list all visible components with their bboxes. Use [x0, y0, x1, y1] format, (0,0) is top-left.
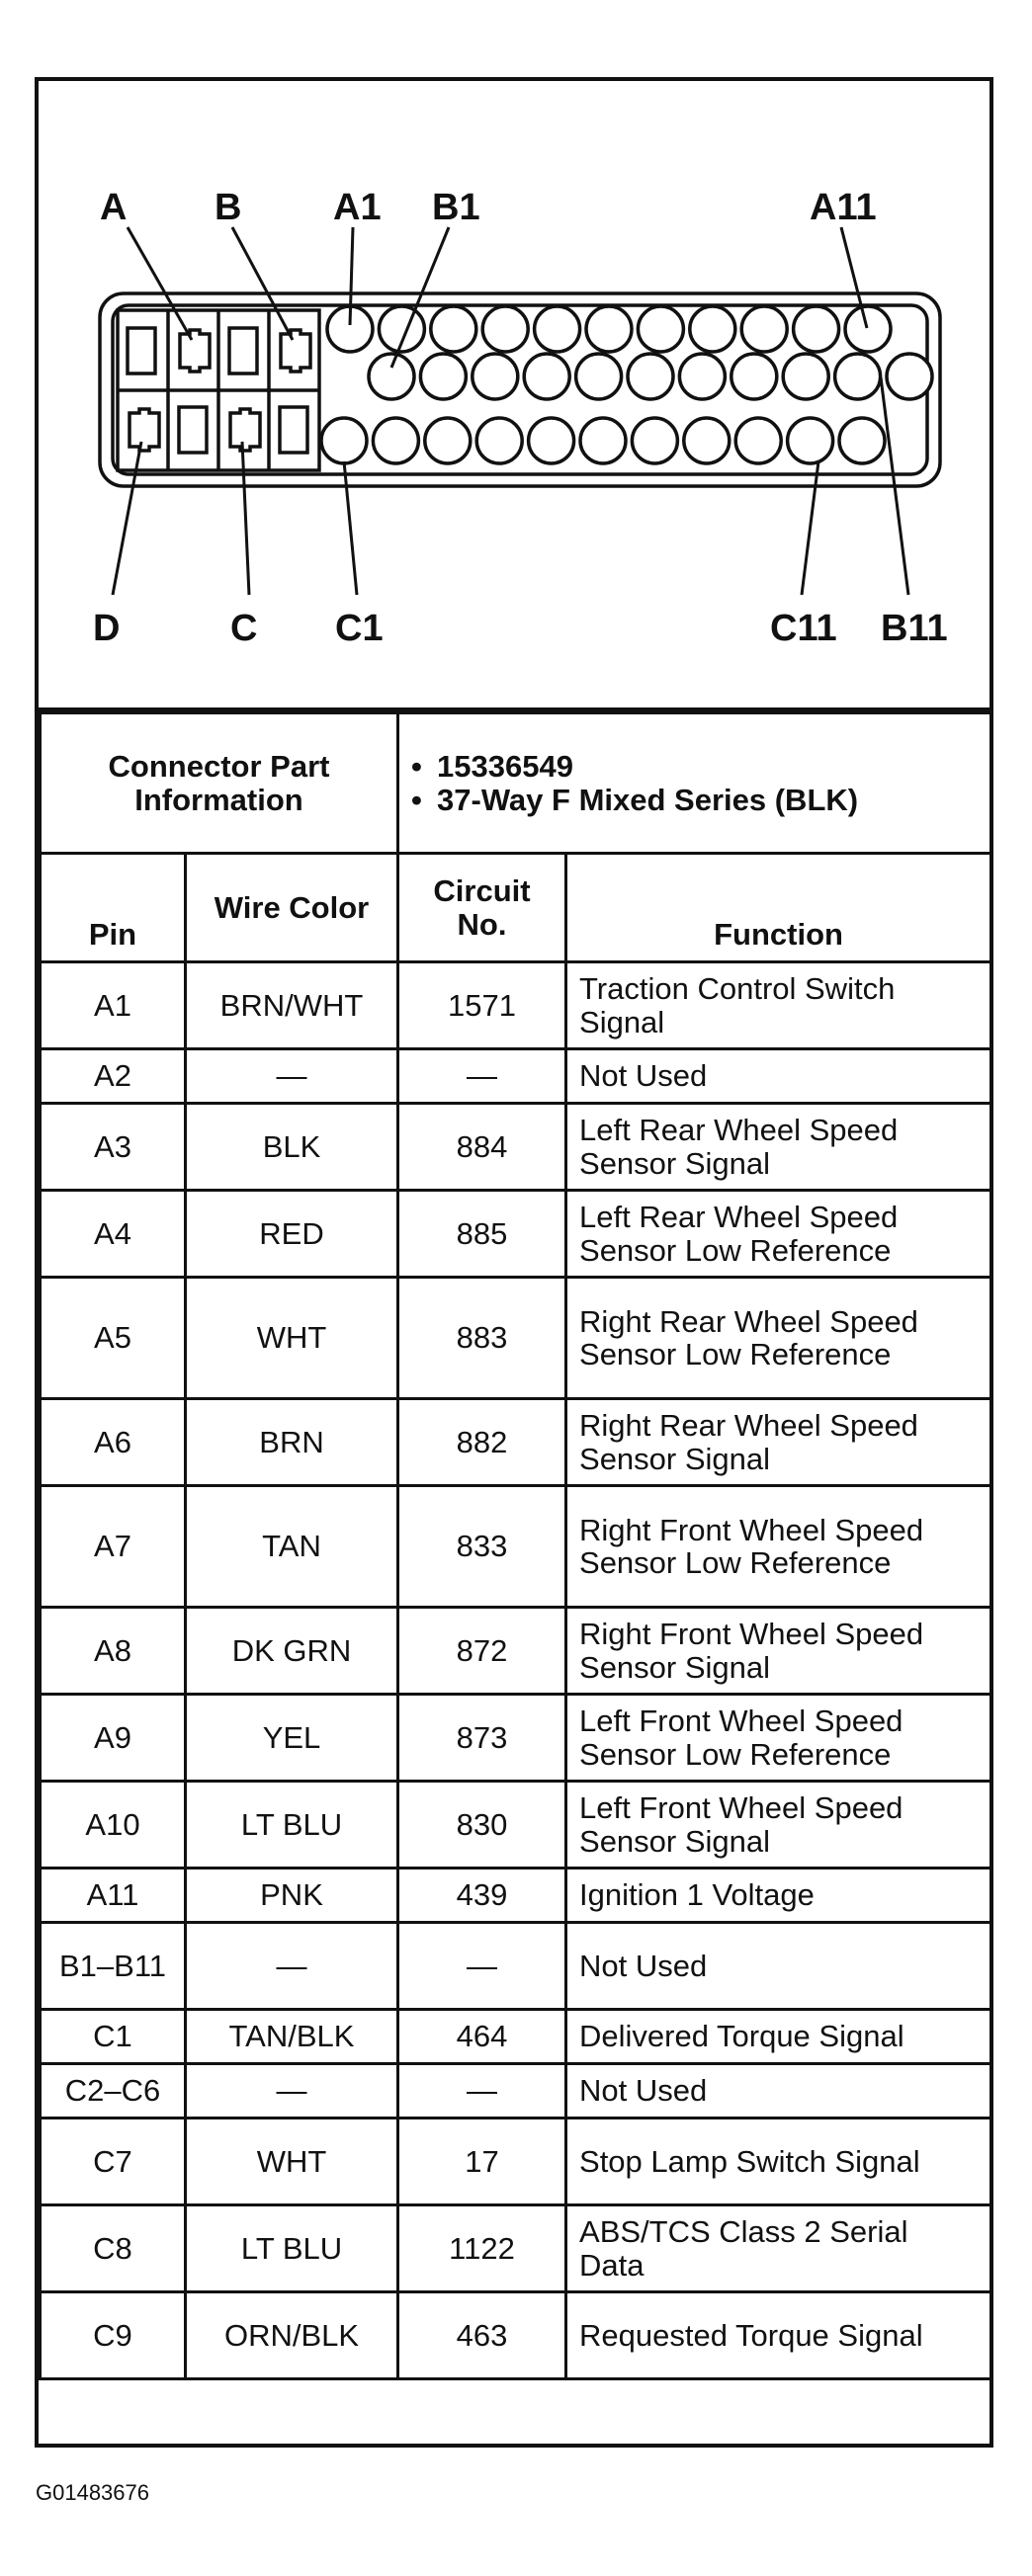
wire-color-cell: —: [186, 1923, 398, 2010]
table-row: [41, 1782, 991, 1869]
leader-line-c11: [802, 461, 818, 595]
pin-label-a: A: [100, 187, 128, 228]
part-description: • 37-Way F Mixed Series (BLK): [411, 782, 859, 817]
function-cell: Left Front Wheel Speed Sensor Low Reference: [566, 1695, 991, 1782]
terminal-cavity-c: [230, 409, 260, 451]
wire-color-cell: WHT: [186, 1278, 398, 1399]
pin-cell: C8: [41, 2205, 186, 2292]
pin-c10-cavity: [788, 418, 833, 463]
part-number: • 15336549: [411, 749, 573, 785]
pin-c3-cavity: [425, 418, 471, 463]
pin-c6-cavity: [580, 418, 626, 463]
cavity-empty-bottom-2: [179, 407, 207, 453]
table-row: [41, 1608, 991, 1695]
pin-cell: A1: [41, 962, 186, 1049]
circuit-cell: —: [398, 1049, 566, 1104]
pin-label-b1: B1: [432, 187, 480, 228]
circuit-cell: 463: [398, 2292, 566, 2379]
leader-line-c1: [344, 461, 357, 595]
cavity-empty-top-1: [128, 328, 155, 374]
pin-cell: C2–C6: [41, 2064, 186, 2119]
pin-cell: A5: [41, 1278, 186, 1399]
wire-color-cell: —: [186, 1049, 398, 1104]
circuit-cell: 872: [398, 1608, 566, 1695]
header-function: Function: [566, 854, 991, 962]
function-cell: Ignition 1 Voltage: [566, 1869, 991, 1923]
pin-label-b11: B11: [881, 608, 948, 649]
pin-a5-cavity: [535, 306, 580, 352]
circuit-cell: 882: [398, 1399, 566, 1486]
table-row: [41, 2010, 991, 2064]
part-number-value: 15336549: [437, 749, 573, 785]
cavity-empty-top-3: [229, 328, 257, 374]
table-row: [41, 1486, 991, 1608]
pin-b11-cavity: [887, 354, 932, 399]
pin-b7-cavity: [679, 354, 725, 399]
pin-a7-cavity: [638, 306, 683, 352]
wire-color-cell: BRN: [186, 1399, 398, 1486]
circuit-cell: 1122: [398, 2205, 566, 2292]
terminal-cavity-a: [180, 330, 210, 372]
pin-a6-cavity: [586, 306, 632, 352]
leader-line-a: [128, 227, 192, 340]
table-header-row: [41, 854, 991, 962]
function-cell: Right Rear Wheel Speed Sensor Low Reference: [566, 1278, 991, 1399]
function-cell: Not Used: [566, 1049, 991, 1104]
wire-color-cell: TAN/BLK: [186, 2010, 398, 2064]
circuit-cell: —: [398, 2064, 566, 2119]
pin-label-c11: C11: [770, 608, 837, 649]
cavity-empty-bottom-4: [280, 407, 307, 453]
wire-color-cell: LT BLU: [186, 1782, 398, 1869]
table-row: [41, 1869, 991, 1923]
pin-label-a1: A1: [333, 187, 382, 228]
table-row: [41, 2119, 991, 2205]
wire-color-cell: —: [186, 2064, 398, 2119]
pin-cell: A3: [41, 1104, 186, 1191]
function-cell: Left Rear Wheel Speed Sensor Low Reference: [566, 1191, 991, 1278]
function-cell: Not Used: [566, 1923, 991, 2010]
function-cell: Right Rear Wheel Speed Sensor Signal: [566, 1399, 991, 1486]
wire-color-cell: LT BLU: [186, 2205, 398, 2292]
pin-c11-cavity: [839, 418, 885, 463]
terminal-cavity-b: [281, 330, 310, 372]
table-row: [41, 2292, 991, 2379]
pin-label-a11: A11: [810, 187, 877, 228]
circuit-cell: —: [398, 1923, 566, 2010]
pin-a4-cavity: [482, 306, 528, 352]
connector-part-label: Connector Part Information: [41, 713, 398, 854]
pin-b2-cavity: [420, 354, 466, 399]
pin-cell: A7: [41, 1486, 186, 1608]
function-cell: Right Front Wheel Speed Sensor Signal: [566, 1608, 991, 1695]
circuit-cell: 1571: [398, 962, 566, 1049]
function-cell: Traction Control Switch Signal: [566, 962, 991, 1049]
circuit-cell: 17: [398, 2119, 566, 2205]
pin-a3-cavity: [431, 306, 476, 352]
wire-color-cell: WHT: [186, 2119, 398, 2205]
pin-a9-cavity: [741, 306, 787, 352]
table-row: [41, 1923, 991, 2010]
pin-c7-cavity: [632, 418, 677, 463]
pin-b10-cavity: [835, 354, 881, 399]
pin-label-c1: C1: [335, 608, 384, 649]
wire-color-cell: BLK: [186, 1104, 398, 1191]
table-row: [41, 1278, 991, 1399]
circuit-cell: 464: [398, 2010, 566, 2064]
pin-b9-cavity: [783, 354, 828, 399]
pin-cell: A10: [41, 1782, 186, 1869]
table-row: [41, 1191, 991, 1278]
connector-part-row: [41, 713, 991, 854]
leader-line-b: [232, 227, 293, 340]
table-row: [41, 1049, 991, 1104]
circuit-cell: 883: [398, 1278, 566, 1399]
pin-cell: C9: [41, 2292, 186, 2379]
pin-cell: A11: [41, 1869, 186, 1923]
pin-b4-cavity: [524, 354, 569, 399]
pin-b1-cavity: [369, 354, 414, 399]
table-row: [41, 1104, 991, 1191]
table-row: [41, 2205, 991, 2292]
function-cell: Left Front Wheel Speed Sensor Signal: [566, 1782, 991, 1869]
circuit-cell: 833: [398, 1486, 566, 1608]
table-row: [41, 962, 991, 1049]
pin-cell: A2: [41, 1049, 186, 1104]
pin-a8-cavity: [690, 306, 735, 352]
function-cell: Right Front Wheel Speed Sensor Low Reference: [566, 1486, 991, 1608]
pin-c8-cavity: [684, 418, 730, 463]
circuit-cell: 830: [398, 1782, 566, 1869]
pin-c5-cavity: [529, 418, 574, 463]
pin-a10-cavity: [794, 306, 839, 352]
pin-c2-cavity: [373, 418, 418, 463]
pin-cell: C1: [41, 2010, 186, 2064]
pin-c1-cavity: [321, 418, 367, 463]
pin-c4-cavity: [476, 418, 522, 463]
pin-cell: A8: [41, 1608, 186, 1695]
pin-label-b: B: [215, 187, 242, 228]
pin-cell: B1–B11: [41, 1923, 186, 2010]
table-row: [41, 1399, 991, 1486]
function-cell: Requested Torque Signal: [566, 2292, 991, 2379]
pin-cell: A4: [41, 1191, 186, 1278]
function-cell: Stop Lamp Switch Signal: [566, 2119, 991, 2205]
pin-cell: C7: [41, 2119, 186, 2205]
pin-cell: A9: [41, 1695, 186, 1782]
table-row: [41, 1695, 991, 1782]
pin-b3-cavity: [473, 354, 518, 399]
pin-label-d: D: [93, 608, 121, 649]
figure-id: G01483676: [36, 2480, 149, 2505]
connector-sheet: [35, 77, 993, 2448]
wire-color-cell: ORN/BLK: [186, 2292, 398, 2379]
wire-color-cell: PNK: [186, 1869, 398, 1923]
circuit-cell: 885: [398, 1191, 566, 1278]
function-cell: Not Used: [566, 2064, 991, 2119]
function-cell: Left Rear Wheel Speed Sensor Signal: [566, 1104, 991, 1191]
circuit-cell: 439: [398, 1869, 566, 1923]
pinout-table: [39, 711, 992, 2380]
connector-diagram: [39, 81, 989, 711]
pin-label-c: C: [230, 608, 258, 649]
pin-cell: A6: [41, 1399, 186, 1486]
header-wire-color: Wire Color: [186, 854, 398, 962]
pin-b6-cavity: [628, 354, 673, 399]
leader-line-c: [242, 442, 249, 595]
table-row: [41, 2064, 991, 2119]
part-description-value: 37-Way F Mixed Series (BLK): [437, 782, 859, 817]
pin-b5-cavity: [576, 354, 622, 399]
circuit-cell: 873: [398, 1695, 566, 1782]
function-cell: Delivered Torque Signal: [566, 2010, 991, 2064]
connector-face-drawing: [39, 81, 989, 707]
wire-color-cell: BRN/WHT: [186, 962, 398, 1049]
header-circuit-no: Circuit No.: [398, 854, 566, 962]
wire-color-cell: RED: [186, 1191, 398, 1278]
pin-c9-cavity: [735, 418, 781, 463]
circular-pin-cavities: [321, 306, 932, 463]
pin-a11-cavity: [845, 306, 891, 352]
header-pin: Pin: [41, 854, 186, 962]
wire-color-cell: DK GRN: [186, 1608, 398, 1695]
pin-b8-cavity: [731, 354, 777, 399]
connector-part-info: [398, 713, 991, 854]
circuit-cell: 884: [398, 1104, 566, 1191]
wire-color-cell: YEL: [186, 1695, 398, 1782]
wire-color-cell: TAN: [186, 1486, 398, 1608]
terminal-cavity-d: [129, 409, 159, 451]
function-cell: ABS/TCS Class 2 Serial Data: [566, 2205, 991, 2292]
